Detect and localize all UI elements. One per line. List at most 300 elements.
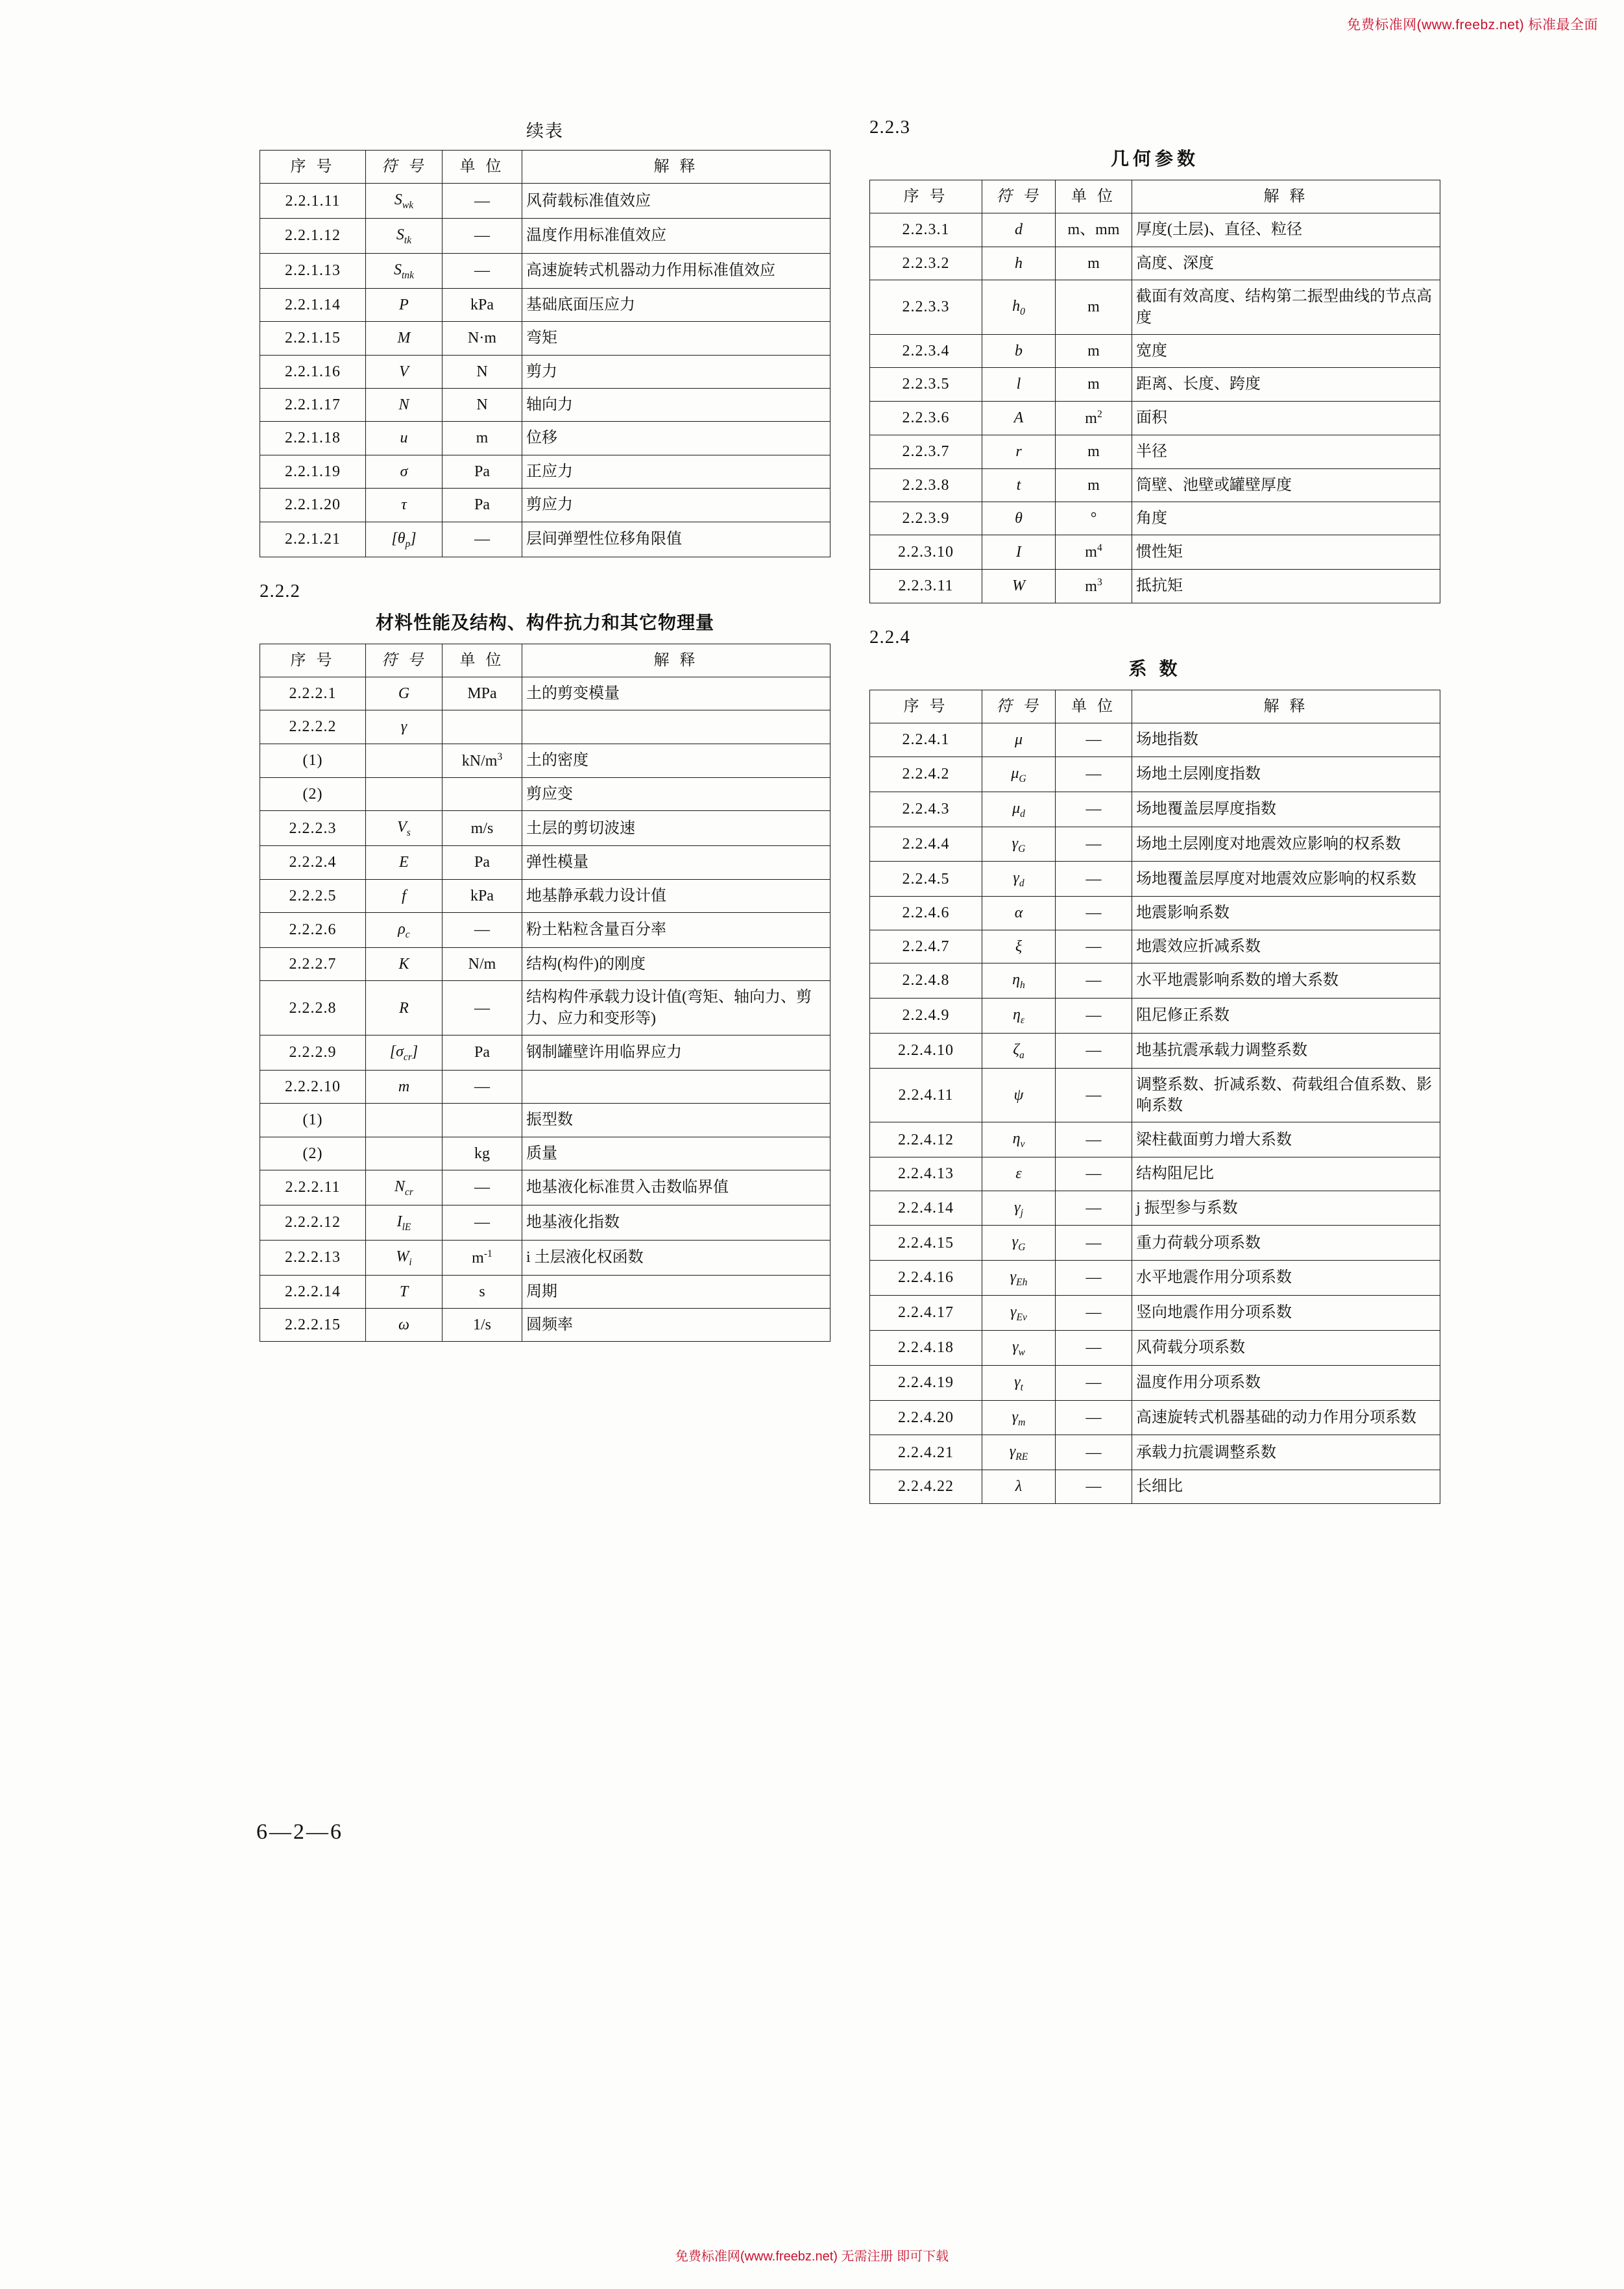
cell-no: 2.2.1.21	[260, 522, 366, 557]
cell-no: 2.2.2.13	[260, 1240, 366, 1275]
cell-no: 2.2.4.19	[870, 1365, 982, 1400]
cell-symbol: $\gamma_m$	[982, 1400, 1056, 1435]
cell-unit: Pa	[442, 455, 522, 488]
cell-unit: —	[1056, 998, 1132, 1033]
cell-symbol: A	[982, 401, 1056, 435]
table-header-row	[260, 151, 830, 184]
cell-unit: —	[1056, 930, 1132, 963]
cell-no: 2.2.4.7	[870, 930, 982, 963]
table-row	[870, 827, 1440, 862]
cell-unit: m	[1056, 280, 1132, 335]
cell-symbol: E	[366, 846, 442, 879]
section-title-2-2-3: 几何参数	[1110, 149, 1199, 169]
left-column	[260, 117, 830, 1342]
cell-no: 2.2.4.18	[870, 1330, 982, 1365]
cell-explanation: 宽度	[1132, 334, 1440, 367]
cell-no: (2)	[260, 1137, 366, 1170]
header-no: 序 号	[260, 151, 366, 184]
table-row	[260, 455, 830, 488]
cell-no: 2.2.4.2	[870, 757, 982, 792]
cell-explanation: 位移	[522, 422, 830, 455]
cell-symbol: u	[366, 422, 442, 455]
table-row	[260, 254, 830, 289]
cell-explanation: 地基抗震承载力调整系数	[1132, 1033, 1440, 1068]
header-no: 序 号	[260, 644, 366, 677]
cell-explanation: 梁柱截面剪力增大系数	[1132, 1122, 1440, 1157]
cell-explanation	[522, 1070, 830, 1103]
section-number-2-2-3: 2.2.3	[869, 117, 910, 138]
table-body	[870, 723, 1440, 1503]
cell-explanation: 厚度(土层)、直径、粒径	[1132, 213, 1440, 247]
cell-no: 2.2.1.12	[260, 219, 366, 254]
table-row	[870, 862, 1440, 897]
cell-explanation: 场地覆盖层厚度指数	[1132, 792, 1440, 827]
cell-no: (1)	[260, 744, 366, 777]
table-row	[260, 811, 830, 846]
cell-symbol: m	[366, 1070, 442, 1103]
section-title-2-2-2: 材料性能及结构、构件抗力和其它物理量	[375, 612, 714, 633]
table-row	[870, 535, 1440, 569]
cell-no: 2.2.2.12	[260, 1205, 366, 1240]
cell-explanation: 弯矩	[522, 322, 830, 355]
section-number-2-2-2: 2.2.2	[260, 580, 300, 601]
cell-symbol: $[\sigma_{cr}]$	[366, 1036, 442, 1071]
cell-symbol: l	[982, 368, 1056, 401]
cell-unit: Pa	[442, 846, 522, 879]
cell-symbol	[366, 778, 442, 811]
right-column	[869, 117, 1440, 1504]
cell-unit: kPa	[442, 879, 522, 912]
cell-explanation: 高速旋转式机器基础的动力作用分项系数	[1132, 1400, 1440, 1435]
cell-symbol: $\gamma_j$	[982, 1191, 1056, 1226]
cell-unit	[442, 710, 522, 744]
cell-symbol: μ	[982, 723, 1056, 757]
table-row	[870, 247, 1440, 280]
table-row	[260, 184, 830, 219]
cell-explanation: 圆频率	[522, 1309, 830, 1342]
cell-no: 2.2.3.6	[870, 401, 982, 435]
cell-explanation: 土层的剪切波速	[522, 811, 830, 846]
cell-unit: —	[1056, 1470, 1132, 1503]
cell-unit: —	[1056, 792, 1132, 827]
cell-symbol: b	[982, 334, 1056, 367]
cell-no: 2.2.3.7	[870, 435, 982, 468]
cell-explanation: 层间弹塑性位移角限值	[522, 522, 830, 557]
cell-unit: —	[1056, 1400, 1132, 1435]
cell-unit: —	[442, 184, 522, 219]
table-header-row	[870, 690, 1440, 723]
cell-explanation: 承载力抗震调整系数	[1132, 1435, 1440, 1470]
table-row	[870, 213, 1440, 247]
cell-symbol: $\gamma_{RE}$	[982, 1435, 1056, 1470]
cell-explanation: 调整系数、折减系数、荷载组合值系数、影响系数	[1132, 1068, 1440, 1122]
cell-explanation: 正应力	[522, 455, 830, 488]
cell-no: 2.2.4.21	[870, 1435, 982, 1470]
cell-unit: —	[1056, 963, 1132, 999]
cell-unit: N	[442, 389, 522, 422]
cell-unit: kPa	[442, 288, 522, 321]
cell-symbol: τ	[366, 489, 442, 522]
cell-symbol: $S_{wk}$	[366, 184, 442, 219]
cell-symbol: $N_{cr}$	[366, 1170, 442, 1205]
cell-symbol: $[\theta_p]$	[366, 522, 442, 557]
cell-unit: —	[442, 913, 522, 948]
cell-no: 2.2.2.11	[260, 1170, 366, 1205]
cell-explanation: 振型数	[522, 1104, 830, 1137]
cell-explanation: 弹性模量	[522, 846, 830, 879]
cell-explanation: 高速旋转式机器动力作用标准值效应	[522, 254, 830, 289]
cell-no: 2.2.2.10	[260, 1070, 366, 1103]
header-symbol: 符 号	[366, 151, 442, 184]
cell-no: 2.2.2.4	[260, 846, 366, 879]
cell-unit: $m^{-1}$	[442, 1240, 522, 1275]
cell-symbol: $\zeta_a$	[982, 1033, 1056, 1068]
cell-explanation: 基础底面压应力	[522, 288, 830, 321]
cell-unit: —	[1056, 723, 1132, 757]
cell-symbol: $\gamma_{Ev}$	[982, 1296, 1056, 1331]
cell-symbol: G	[366, 677, 442, 710]
cell-symbol: $I_{lE}$	[366, 1205, 442, 1240]
cell-unit: —	[442, 1205, 522, 1240]
cell-unit: —	[1056, 862, 1132, 897]
cell-explanation: 风荷载标准值效应	[522, 184, 830, 219]
cell-symbol: N	[366, 389, 442, 422]
cell-explanation: 截面有效高度、结构第二振型曲线的节点高度	[1132, 280, 1440, 335]
cell-no: 2.2.3.1	[870, 213, 982, 247]
cell-symbol: $h_0$	[982, 280, 1056, 335]
cell-explanation: 阻尼修正系数	[1132, 998, 1440, 1033]
cell-unit: —	[1056, 1122, 1132, 1157]
table-row	[870, 757, 1440, 792]
table-row	[870, 1470, 1440, 1503]
continued-table-label: 续表	[526, 121, 564, 141]
table-body	[260, 677, 830, 1342]
table-row	[870, 998, 1440, 1033]
cell-unit: N·m	[442, 322, 522, 355]
cell-symbol: $\rho_c$	[366, 913, 442, 948]
cell-no: (2)	[260, 778, 366, 811]
cell-no: 2.2.3.5	[870, 368, 982, 401]
cell-symbol: $\gamma_G$	[982, 1226, 1056, 1261]
cell-symbol: W	[982, 569, 1056, 603]
cell-explanation	[522, 710, 830, 744]
cell-unit: —	[442, 522, 522, 557]
cell-explanation: 质量	[522, 1137, 830, 1170]
table-row	[260, 1275, 830, 1308]
cell-symbol: R	[366, 981, 442, 1036]
cell-symbol: ψ	[982, 1068, 1056, 1122]
cell-no: 2.2.4.10	[870, 1033, 982, 1068]
table-row	[870, 963, 1440, 999]
cell-unit: N	[442, 355, 522, 388]
table-row	[260, 1309, 830, 1342]
header-explanation: 解 释	[522, 644, 830, 677]
cell-explanation: 结构构件承载力设计值(弯矩、轴向力、剪力、应力和变形等)	[522, 981, 830, 1036]
cell-explanation: 重力荷载分项系数	[1132, 1226, 1440, 1261]
header-unit: 单 位	[1056, 690, 1132, 723]
cell-unit: —	[1056, 897, 1132, 930]
cell-symbol: f	[366, 879, 442, 912]
cell-explanation: 水平地震作用分项系数	[1132, 1261, 1440, 1296]
cell-explanation: 地震影响系数	[1132, 897, 1440, 930]
cell-symbol: λ	[982, 1470, 1056, 1503]
cell-explanation: 剪力	[522, 355, 830, 388]
cell-no: 2.2.3.8	[870, 468, 982, 502]
cell-no: 2.2.4.12	[870, 1122, 982, 1157]
cell-unit: —	[442, 1070, 522, 1103]
cell-symbol: P	[366, 288, 442, 321]
cell-no: 2.2.3.2	[870, 247, 982, 280]
table-row	[870, 1400, 1440, 1435]
table-row	[870, 1157, 1440, 1191]
table-row	[260, 1070, 830, 1103]
table-body	[870, 213, 1440, 603]
header-explanation: 解 释	[1132, 180, 1440, 213]
cell-symbol: α	[982, 897, 1056, 930]
cell-symbol: $\gamma_d$	[982, 862, 1056, 897]
cell-symbol: γ	[366, 710, 442, 744]
header-no: 序 号	[870, 690, 982, 723]
cell-symbol: $\eta_h$	[982, 963, 1056, 999]
cell-no: 2.2.4.1	[870, 723, 982, 757]
table-row	[260, 913, 830, 948]
cell-no: 2.2.4.15	[870, 1226, 982, 1261]
table-row	[260, 981, 830, 1036]
cell-symbol: $S_{tk}$	[366, 219, 442, 254]
cell-unit: —	[1056, 1261, 1132, 1296]
cell-explanation: 筒壁、池壁或罐壁厚度	[1132, 468, 1440, 502]
cell-no: 2.2.2.2	[260, 710, 366, 744]
cell-symbol: θ	[982, 502, 1056, 535]
cell-symbol	[366, 1104, 442, 1137]
cell-symbol: t	[982, 468, 1056, 502]
cell-no: 2.2.1.17	[260, 389, 366, 422]
table-row	[260, 744, 830, 777]
table-row	[260, 1170, 830, 1205]
cell-explanation: 土的剪变模量	[522, 677, 830, 710]
table-header-row	[260, 644, 830, 677]
cell-unit: —	[1056, 1033, 1132, 1068]
cell-unit: Pa	[442, 1036, 522, 1071]
table-row	[870, 1365, 1440, 1400]
cell-no: 2.2.2.5	[260, 879, 366, 912]
cell-explanation: 土的密度	[522, 744, 830, 777]
cell-unit: Pa	[442, 489, 522, 522]
symbol-table-geometric-parameters	[869, 180, 1440, 603]
cell-no: 2.2.2.8	[260, 981, 366, 1036]
cell-explanation: 面积	[1132, 401, 1440, 435]
cell-unit: N/m	[442, 947, 522, 980]
table-row	[870, 468, 1440, 502]
cell-unit: $m^3$	[1056, 569, 1132, 603]
cell-explanation: 地基液化指数	[522, 1205, 830, 1240]
cell-explanation: 水平地震影响系数的增大系数	[1132, 963, 1440, 999]
cell-symbol: ε	[982, 1157, 1056, 1191]
cell-no: 2.2.4.4	[870, 827, 982, 862]
cell-explanation: 钢制罐壁许用临界应力	[522, 1036, 830, 1071]
cell-explanation: i 土层液化权函数	[522, 1240, 830, 1275]
table-row	[870, 502, 1440, 535]
cell-no: 2.2.4.14	[870, 1191, 982, 1226]
cell-symbol: σ	[366, 455, 442, 488]
table-row	[870, 1122, 1440, 1157]
cell-no: 2.2.1.18	[260, 422, 366, 455]
cell-unit: m	[442, 422, 522, 455]
table-row	[870, 1033, 1440, 1068]
cell-no: 2.2.1.13	[260, 254, 366, 289]
table-row	[260, 389, 830, 422]
cell-unit: $m^4$	[1056, 535, 1132, 569]
table-row	[870, 1191, 1440, 1226]
cell-symbol: M	[366, 322, 442, 355]
cell-explanation: 剪应变	[522, 778, 830, 811]
cell-explanation: 场地土层刚度对地震效应影响的权系数	[1132, 827, 1440, 862]
cell-explanation: 场地覆盖层厚度对地震效应影响的权系数	[1132, 862, 1440, 897]
cell-symbol: $W_i$	[366, 1240, 442, 1275]
table-row	[870, 435, 1440, 468]
cell-explanation: 地基液化标准贯入击数临界值	[522, 1170, 830, 1205]
cell-unit: —	[442, 1170, 522, 1205]
cell-explanation: 角度	[1132, 502, 1440, 535]
cell-unit: —	[1056, 1068, 1132, 1122]
cell-unit: —	[1056, 1365, 1132, 1400]
cell-symbol: $\gamma_w$	[982, 1330, 1056, 1365]
cell-no: 2.2.4.9	[870, 998, 982, 1033]
cell-unit: m	[1056, 368, 1132, 401]
cell-symbol: $\gamma_G$	[982, 827, 1056, 862]
cell-no: 2.2.4.13	[870, 1157, 982, 1191]
cell-unit: m	[1056, 334, 1132, 367]
cell-no: 2.2.1.14	[260, 288, 366, 321]
table-row	[260, 1205, 830, 1240]
cell-no: 2.2.1.19	[260, 455, 366, 488]
cell-no: 2.2.4.8	[870, 963, 982, 999]
cell-no: 2.2.1.20	[260, 489, 366, 522]
cell-no: (1)	[260, 1104, 366, 1137]
cell-unit: kg	[442, 1137, 522, 1170]
cell-unit: m、mm	[1056, 213, 1132, 247]
page-number: 6—2—6	[256, 1820, 343, 1844]
table-row	[870, 280, 1440, 335]
cell-symbol: ξ	[982, 930, 1056, 963]
cell-explanation: j 振型参与系数	[1132, 1191, 1440, 1226]
cell-symbol: $\mu_d$	[982, 792, 1056, 827]
cell-explanation: 场地指数	[1132, 723, 1440, 757]
cell-symbol: h	[982, 247, 1056, 280]
cell-unit	[442, 778, 522, 811]
cell-explanation: 周期	[522, 1275, 830, 1308]
header-symbol: 符 号	[982, 180, 1056, 213]
cell-no: 2.2.3.9	[870, 502, 982, 535]
cell-no: 2.2.1.16	[260, 355, 366, 388]
cell-unit: —	[1056, 1226, 1132, 1261]
cell-explanation: 温度作用标准值效应	[522, 219, 830, 254]
cell-symbol	[366, 744, 442, 777]
cell-unit: —	[442, 254, 522, 289]
header-explanation: 解 释	[522, 151, 830, 184]
cell-unit: —	[1056, 757, 1132, 792]
cell-no: 2.2.2.6	[260, 913, 366, 948]
cell-symbol: K	[366, 947, 442, 980]
cell-explanation: 结构阻尼比	[1132, 1157, 1440, 1191]
cell-symbol: T	[366, 1275, 442, 1308]
cell-unit	[442, 1104, 522, 1137]
table-row	[870, 897, 1440, 930]
cell-explanation: 高度、深度	[1132, 247, 1440, 280]
cell-explanation: 剪应力	[522, 489, 830, 522]
cell-explanation: 结构(构件)的刚度	[522, 947, 830, 980]
cell-unit: —	[442, 981, 522, 1036]
cell-no: 2.2.3.10	[870, 535, 982, 569]
cell-unit: m	[1056, 435, 1132, 468]
header-symbol: 符 号	[982, 690, 1056, 723]
symbol-table-coefficients	[869, 690, 1440, 1504]
table-row	[870, 1296, 1440, 1331]
table-row	[260, 522, 830, 557]
cell-no: 2.2.2.1	[260, 677, 366, 710]
cell-explanation: 地震效应折减系数	[1132, 930, 1440, 963]
table-row	[260, 355, 830, 388]
cell-no: 2.2.2.7	[260, 947, 366, 980]
symbol-table-material-properties	[260, 644, 830, 1342]
cell-unit: $kN/m^3$	[442, 744, 522, 777]
cell-unit: —	[1056, 1191, 1132, 1226]
table-header-row	[870, 180, 1440, 213]
table-row	[260, 1036, 830, 1071]
watermark-bottom: 免费标准网(www.freebz.net) 无需注册 即可下载	[675, 2249, 949, 2264]
cell-explanation: 场地土层刚度指数	[1132, 757, 1440, 792]
table-row	[870, 792, 1440, 827]
cell-symbol: $\eta_v$	[982, 1122, 1056, 1157]
cell-unit: —	[1056, 1330, 1132, 1365]
header-unit: 单 位	[442, 151, 522, 184]
cell-symbol: $V_s$	[366, 811, 442, 846]
table-row	[260, 778, 830, 811]
table-row	[870, 1261, 1440, 1296]
cell-no: 2.2.1.11	[260, 184, 366, 219]
cell-symbol: $\mu_G$	[982, 757, 1056, 792]
cell-unit: s	[442, 1275, 522, 1308]
cell-explanation: 惯性矩	[1132, 535, 1440, 569]
cell-symbol: ω	[366, 1309, 442, 1342]
watermark-top: 免费标准网(www.freebz.net) 标准最全面	[1347, 18, 1598, 32]
cell-symbol: V	[366, 355, 442, 388]
table-row	[260, 288, 830, 321]
cell-unit: m	[1056, 468, 1132, 502]
table-row	[260, 219, 830, 254]
table-row	[260, 422, 830, 455]
cell-no: 2.2.3.3	[870, 280, 982, 335]
table-row	[870, 930, 1440, 963]
cell-symbol: $S_{tnk}$	[366, 254, 442, 289]
cell-no: 2.2.2.3	[260, 811, 366, 846]
cell-explanation: 温度作用分项系数	[1132, 1365, 1440, 1400]
table-row	[870, 723, 1440, 757]
cell-no: 2.2.4.16	[870, 1261, 982, 1296]
table-row	[870, 334, 1440, 367]
cell-no: 2.2.4.17	[870, 1296, 982, 1331]
table-row	[260, 489, 830, 522]
cell-unit: —	[442, 219, 522, 254]
cell-unit: 1/s	[442, 1309, 522, 1342]
cell-explanation: 粉土粘粒含量百分率	[522, 913, 830, 948]
cell-explanation: 长细比	[1132, 1470, 1440, 1503]
cell-symbol: $\eta_\varepsilon$	[982, 998, 1056, 1033]
table-row	[870, 401, 1440, 435]
table-row	[260, 947, 830, 980]
cell-unit: m	[1056, 247, 1132, 280]
table-row	[260, 677, 830, 710]
